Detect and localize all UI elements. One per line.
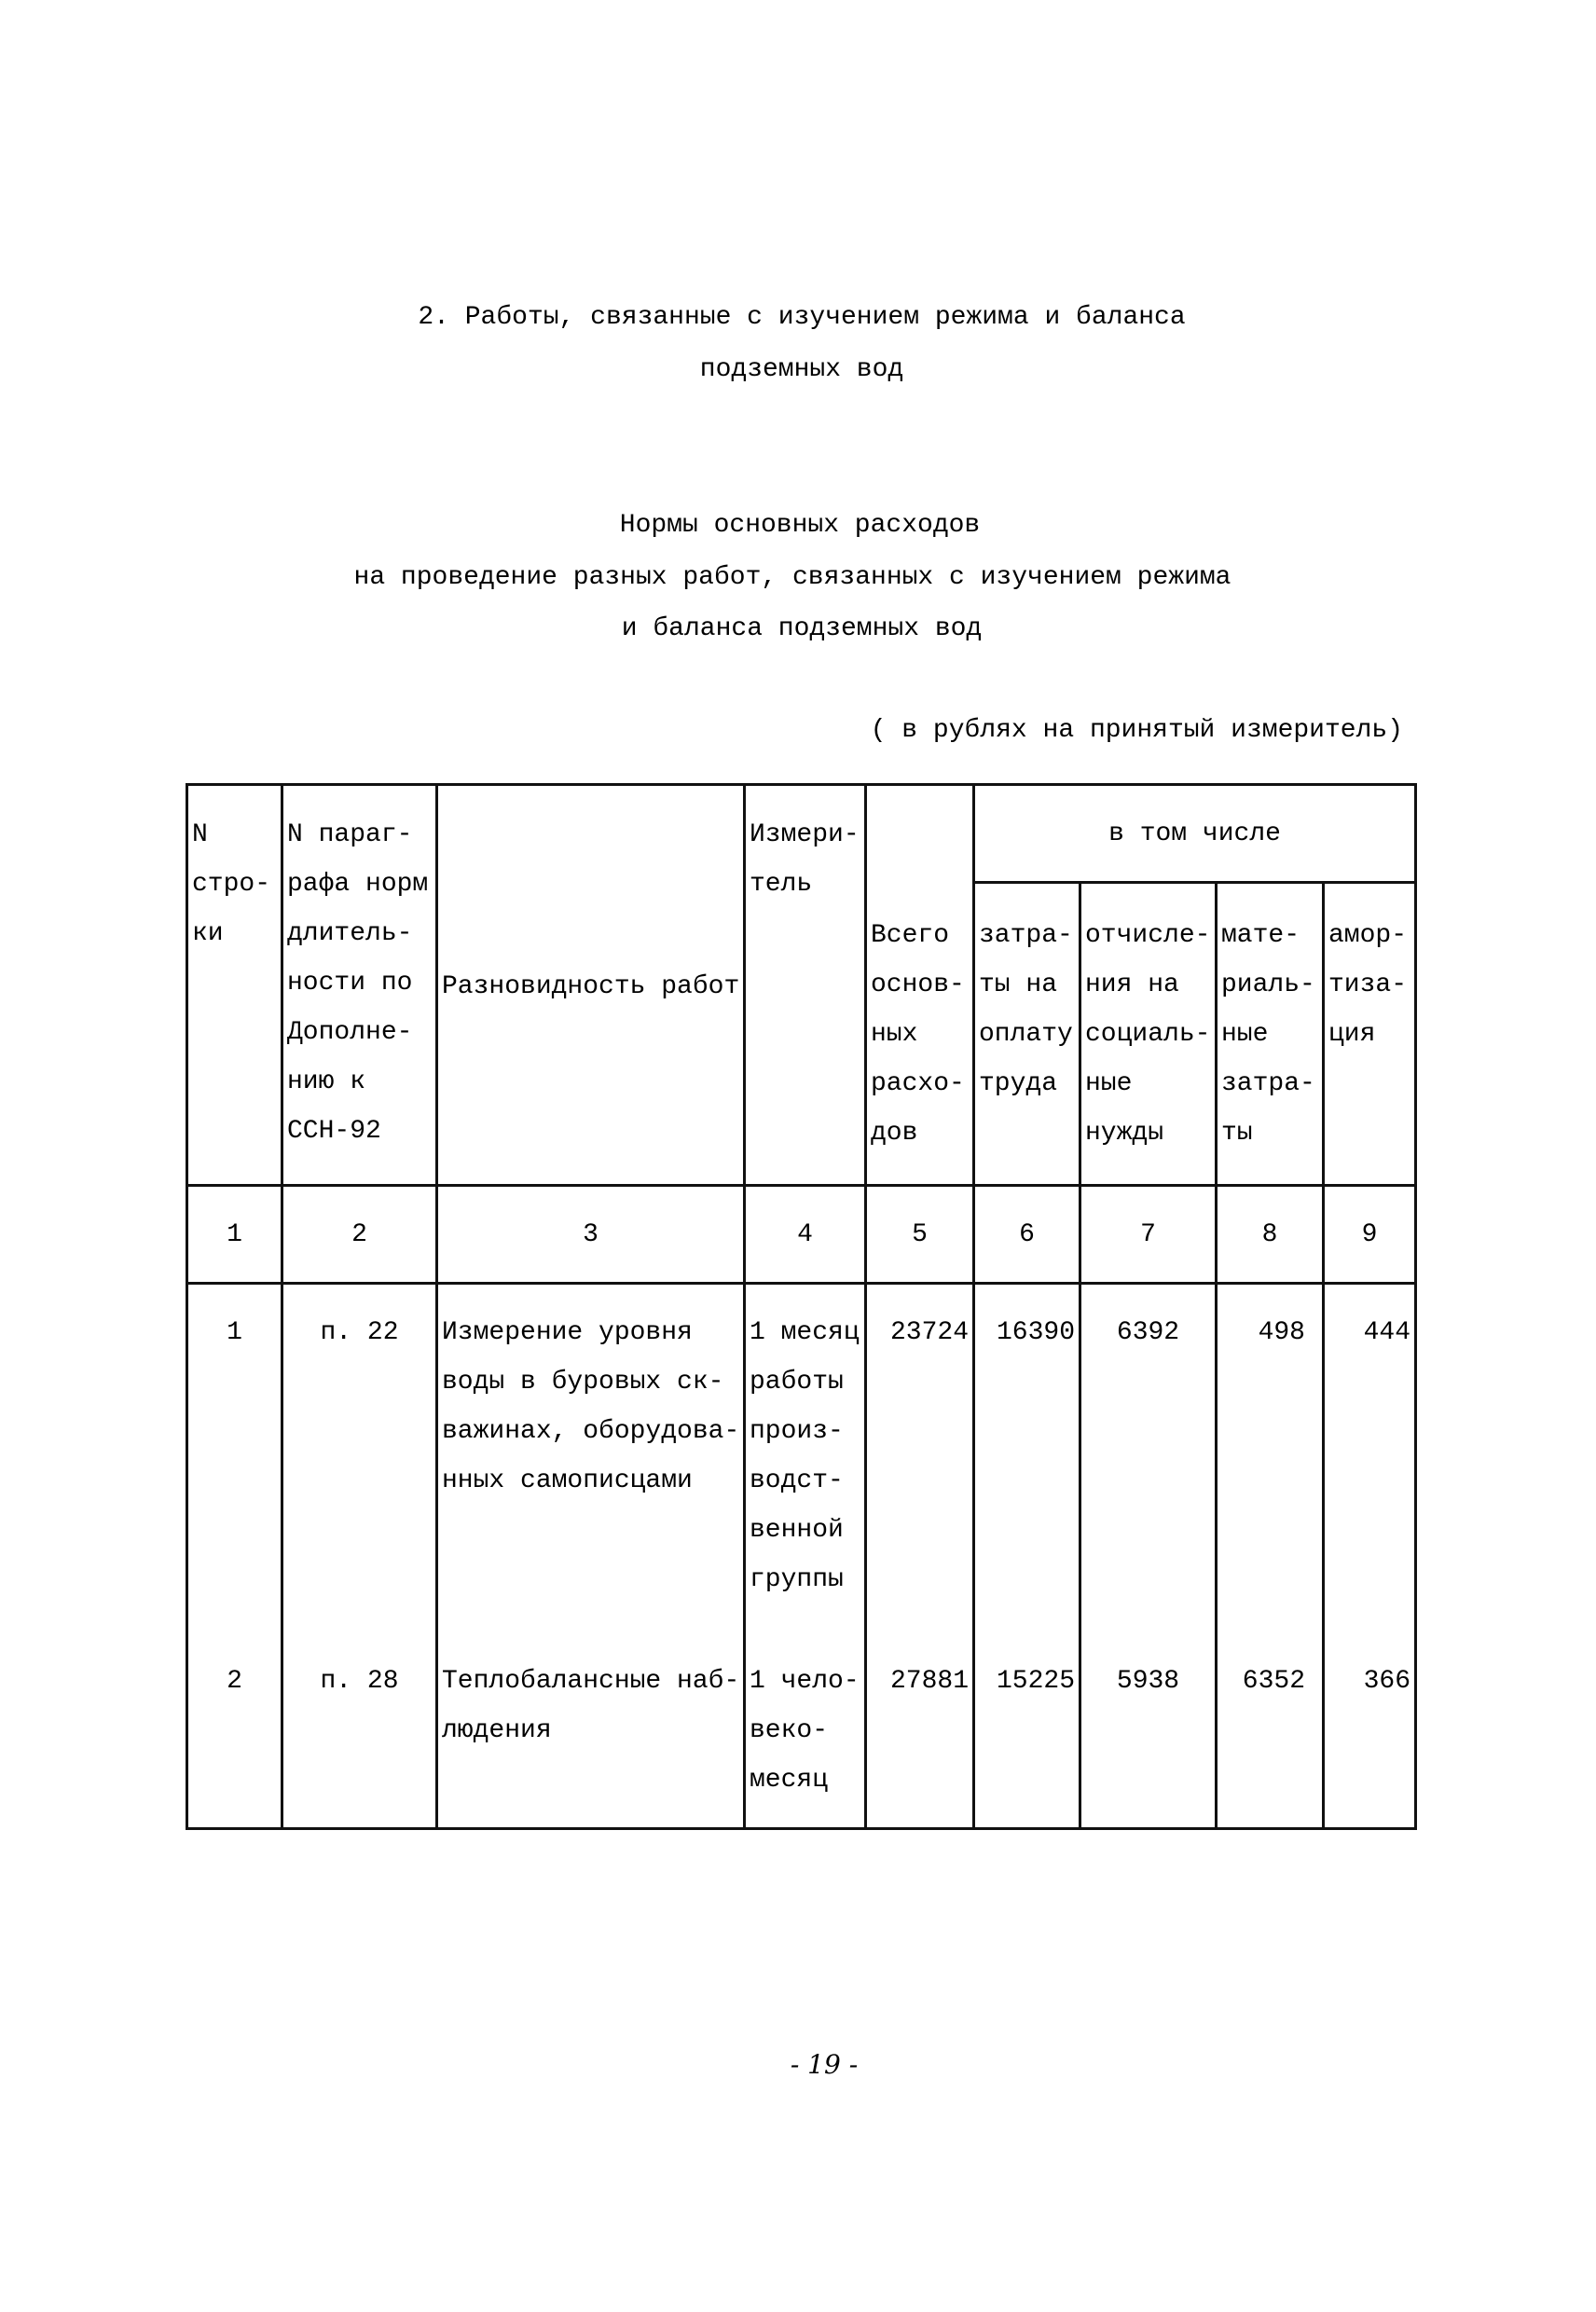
social: 6392 <box>1080 1284 1217 1657</box>
section-title-line-1: 2. Работы, связанные с изучением режима и баланса <box>418 303 1186 332</box>
column-number: 7 <box>1080 1186 1217 1284</box>
work-type: Теплобалансные наб- людения <box>437 1657 745 1829</box>
header-social: отчисле- ния на социаль- ные нужды <box>1080 883 1217 1186</box>
header-materials: мате- риаль- ные затра- ты <box>1217 883 1324 1186</box>
column-number: 4 <box>745 1186 866 1284</box>
header-paragraph: N параг- рафа норм длитель- ности по Дополне- нию к ССН-92 <box>282 785 437 1186</box>
norms-title-line-3: и баланса подземных вод <box>621 614 983 643</box>
table-row <box>187 1657 1416 1829</box>
labor: 16390 <box>974 1284 1080 1657</box>
column-number: 9 <box>1324 1186 1416 1284</box>
social: 5938 <box>1080 1657 1217 1829</box>
total: 27881 <box>866 1657 974 1829</box>
header-group-including: в том числе <box>974 785 1416 883</box>
column-number: 1 <box>187 1186 282 1284</box>
units-note: ( в рублях на принятый измеритель) <box>870 716 1403 745</box>
total: 23724 <box>866 1284 974 1657</box>
paragraph: п. 28 <box>282 1657 437 1829</box>
column-number: 5 <box>866 1186 974 1284</box>
column-number: 6 <box>974 1186 1080 1284</box>
row-number: 1 <box>187 1284 282 1657</box>
page-number: - 19 - <box>790 2049 859 2080</box>
norms-title-line-1: Нормы основных расходов <box>619 511 981 540</box>
table-row <box>187 1284 1416 1657</box>
norms-title-line-2: на проведение разных работ, связанных с изучением режима <box>353 563 1231 592</box>
header-unit: Измери- тель <box>745 785 866 1186</box>
header-row-number: N стро- ки <box>187 785 282 1186</box>
labor: 15225 <box>974 1657 1080 1829</box>
header-amortization: амор- тиза- ция <box>1324 883 1416 1186</box>
norms-table <box>186 783 1417 1830</box>
work-type: Измерение уровня воды в буровых ск- важинах, оборудова- нных самописцами <box>437 1284 745 1657</box>
row-number: 2 <box>187 1657 282 1829</box>
column-number: 8 <box>1217 1186 1324 1284</box>
column-number: 3 <box>437 1186 745 1284</box>
amortization: 366 <box>1324 1657 1416 1829</box>
unit: 1 чело- веко- месяц <box>745 1657 866 1829</box>
header-labor: затра- ты на оплату труда <box>974 883 1080 1186</box>
column-numbers-row <box>187 1186 1416 1284</box>
paragraph: п. 22 <box>282 1284 437 1657</box>
section-title-line-2: подземных вод <box>699 355 904 384</box>
header-work-type: Разновидность работ <box>437 785 745 1186</box>
amortization: 444 <box>1324 1284 1416 1657</box>
materials: 6352 <box>1217 1657 1324 1829</box>
column-number: 2 <box>282 1186 437 1284</box>
unit: 1 месяц работы произ- водст- венной группы <box>745 1284 866 1657</box>
materials: 498 <box>1217 1284 1324 1657</box>
header-total: Всего основ- ных расхо- дов <box>866 785 974 1186</box>
